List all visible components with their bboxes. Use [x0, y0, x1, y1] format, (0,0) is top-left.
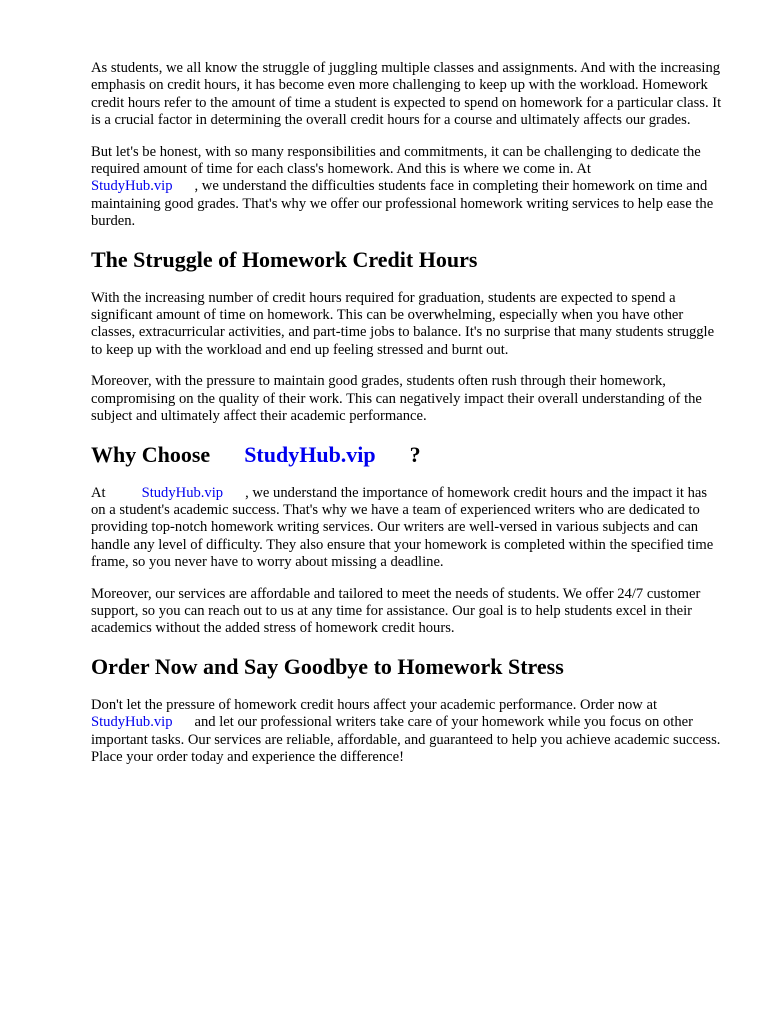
- heading-struggle: The Struggle of Homework Credit Hours: [91, 246, 478, 272]
- studyhub-link-heading[interactable]: StudyHub.vip: [244, 441, 376, 467]
- intro-paragraph-2-text-before: But let's be honest, with so many responsibilities and commitments, it can be challenging to dedicate the required amount of time for each class's homework. And this is where we come in. At: [91, 143, 701, 178]
- heading-why-choose: [91, 442, 723, 468]
- heading-question-mark: ?: [409, 441, 421, 467]
- studyhub-link-order[interactable]: StudyHub.vip: [91, 714, 173, 731]
- studyhub-link-intro[interactable]: StudyHub.vip: [91, 178, 173, 195]
- intro-paragraph-2: [91, 144, 723, 231]
- intro-paragraph-2-text-after: , we understand the difficulties students face in completing their homework on time and maintaining good grades. That's why we offer our professional homework writing services to help ease the burden.: [91, 178, 714, 230]
- document-page: [91, 60, 723, 766]
- why-paragraph-1: [91, 485, 723, 572]
- struggle-paragraph-2: Moreover, with the pressure to maintain good grades, students often rush through their homework, compromising on the quality of their work. This can negatively impact their overall understanding of the subject and ultimately affect their academic performance.: [91, 373, 702, 425]
- heading-order-now: Order Now and Say Goodbye to Homework Stress: [91, 653, 564, 679]
- studyhub-link-why[interactable]: StudyHub.vip: [141, 484, 224, 501]
- heading-why-choose-text: Why Choose: [91, 441, 211, 467]
- order-paragraph-1-text-after: and let our professional writers take care of your homework while you focus on other important tasks. Our services are reliable, affordable, and guaranteed to help you achieve academic success. Place your order today and experience the difference!: [91, 714, 721, 765]
- why-paragraph-1-text-before: At: [91, 484, 106, 501]
- intro-paragraph-1: As students, we all know the struggle of juggling multiple classes and assignments. And with the increasing emphasis on credit hours, it has become even more challenging to keep up with the workload. Homework credit hours refer to the amount of time a student is expected to spend on homework for a particular class. It is a crucial factor in determining the overall credit hours for a course and ultimately affects our grades.: [91, 60, 722, 129]
- why-paragraph-2: Moreover, our services are affordable and tailored to meet the needs of students. We offer 24/7 customer support, so you can reach out to us at any time for assistance. Our goal is to help students excel in their academics without the added stress of homework credit hours.: [91, 585, 701, 637]
- why-paragraph-1-text-after: , we understand the importance of homework credit hours and the impact it has on a student's academic success. That's why we have a team of experienced writers who are dedicated to providing top-notch homework writing services. Our writers are well-versed in various subjects and can handle any level of difficulty. They also ensure that your homework is completed within the specified time frame, so you never have to worry about missing a deadline.: [91, 484, 714, 571]
- order-paragraph-1: [91, 697, 723, 767]
- struggle-paragraph-1: With the increasing number of credit hours required for graduation, students are expected to spend a significant amount of time on homework. This can be overwhelming, especially when you have other classes, extracurricular activities, and part-time jobs to balance. It's no surprise that many students struggle to keep up with the workload and end up feeling stressed and burnt out.: [91, 289, 715, 358]
- order-paragraph-1-text-before: Don't let the pressure of homework credit hours affect your academic performance. Order now at: [91, 696, 658, 713]
